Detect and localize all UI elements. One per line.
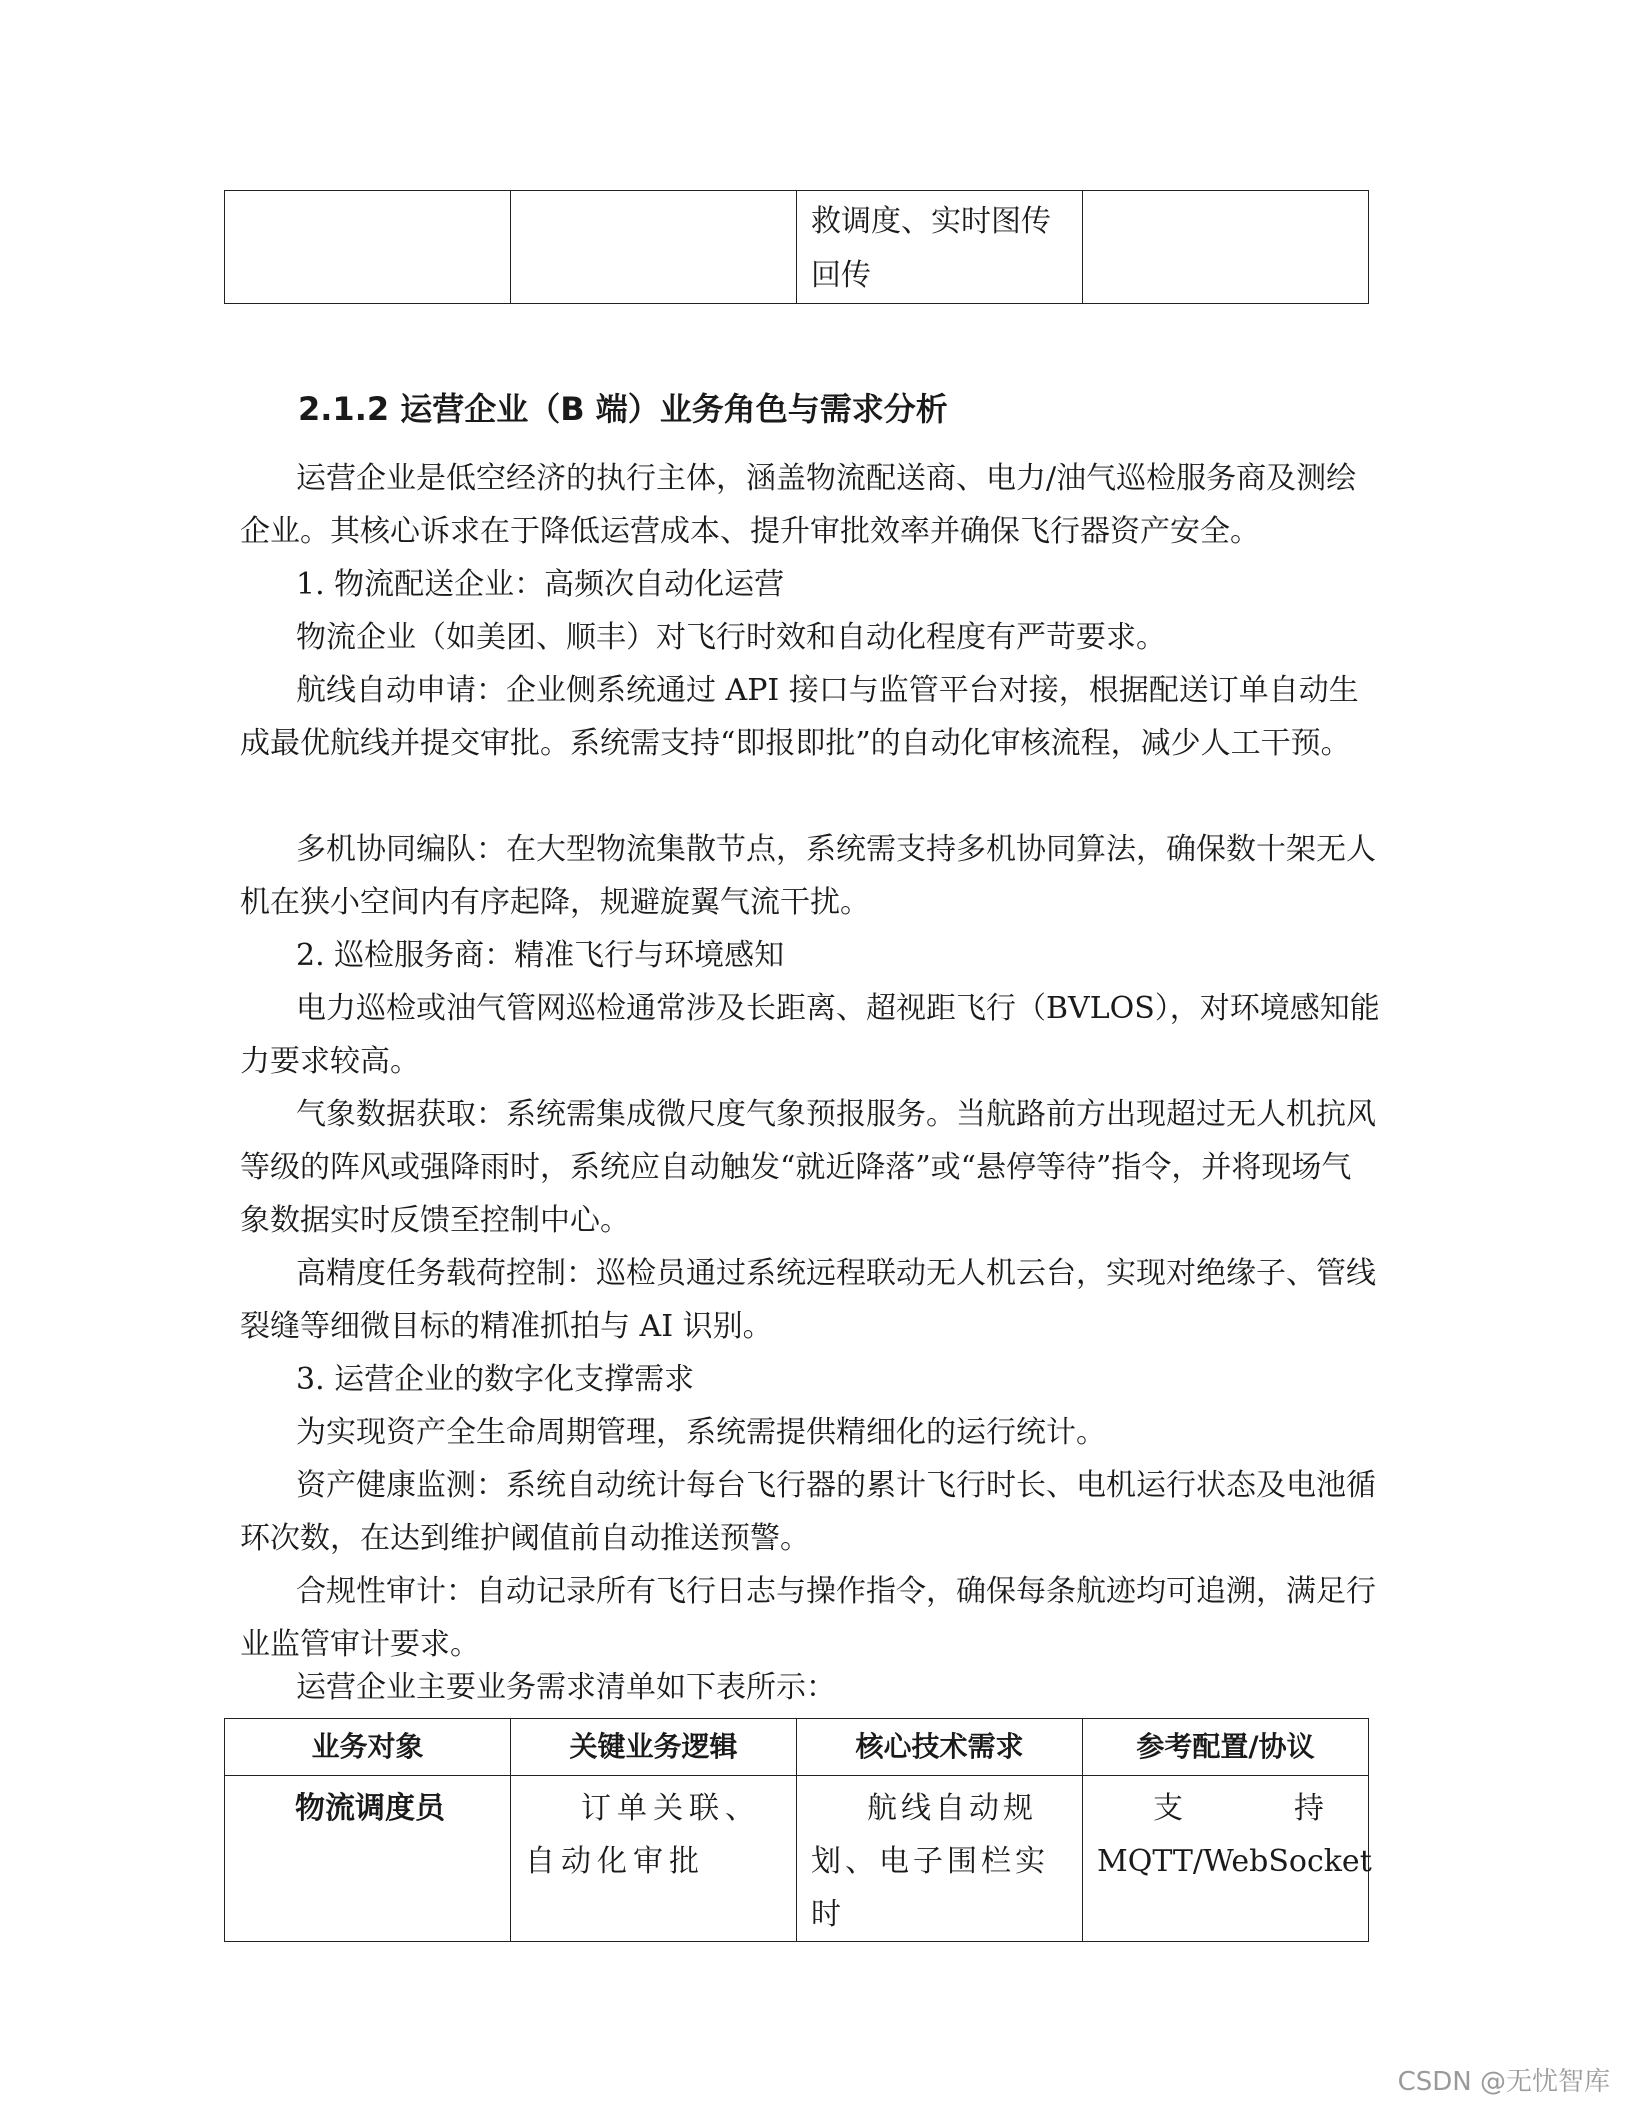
table-cell: 支 持 MQTT/WebSocket xyxy=(1083,1776,1369,1942)
intro-paragraph: 运营企业是低空经济的执行主体，涵盖物流配送商、电力/油气巡检服务商及测绘企业。其核心诉求在于降低运营成本、提升审批效率并确保飞行器资产安全。 xyxy=(240,461,1357,549)
table-row xyxy=(225,1776,1369,1942)
paragraph: 航线自动申请：企业侧系统通过 API 接口与监管平台对接，根据配送订单自动生成最优航线并提交审批。系统需支持“即报即批”的自动化审核流程，减少人工干预。 xyxy=(240,673,1359,761)
paragraph: 物流企业（如美团、顺丰）对飞行时效和自动化程度有严苛要求。 xyxy=(296,620,1166,655)
column-header: 核心技术需求 xyxy=(797,1719,1083,1776)
watermark: CSDN @无忧智库 xyxy=(1397,2067,1610,2097)
requirements-table xyxy=(224,1718,1372,1942)
paragraph: 多机协同编队：在大型物流集散节点，系统需支持多机协同算法，确保数十架无人机在狭小空间内有序起降，规避旋翼气流干扰。 xyxy=(240,832,1376,920)
column-header: 业务对象 xyxy=(225,1719,511,1776)
section-heading: 2.1.2 运营企业（B 端）业务角色与需求分析 xyxy=(298,390,948,428)
paragraph: 为实现资产全生命周期管理，系统需提供精细化的运行统计。 xyxy=(296,1415,1106,1450)
paragraph: 电力巡检或油气管网巡检通常涉及长距离、超视距飞行（BVLOS），对环境感知能力要求较高。 xyxy=(240,991,1380,1079)
paragraph: 气象数据获取：系统需集成微尺度气象预报服务。当航路前方出现超过无人机抗风等级的阵风或强降雨时，系统应自动触发“就近降落”或“悬停等待”指令，并将现场气象数据实时反馈至控制中心。 xyxy=(240,1097,1376,1238)
list-heading-digital: 3. 运营企业的数字化支撑需求 xyxy=(296,1362,695,1397)
table-header-row xyxy=(225,1719,1369,1776)
paragraph: 资产健康监测：系统自动统计每台飞行器的累计飞行时长、电机运行状态及电池循环次数，在达到维护阈值前自动推送预警。 xyxy=(240,1468,1376,1556)
table-row xyxy=(225,191,1369,304)
top-continued-table xyxy=(224,190,1369,304)
list-heading-inspection: 2. 巡检服务商：精准飞行与环境感知 xyxy=(296,938,785,973)
paragraph: 合规性审计：自动记录所有飞行日志与操作指令，确保每条航迹均可追溯，满足行业监管审计要求。 xyxy=(240,1574,1376,1662)
table-cell xyxy=(225,191,511,304)
table-cell xyxy=(1083,191,1369,304)
column-header: 参考配置/协议 xyxy=(1083,1719,1369,1776)
paragraph: 高精度任务载荷控制：巡检员通过系统远程联动无人机云台，实现对绝缘子、管线裂缝等细微目标的精准抓拍与 AI 识别。 xyxy=(240,1256,1376,1344)
list-heading-logistics: 1. 物流配送企业：高频次自动化运营 xyxy=(296,567,785,602)
table-cell: 救调度、实时图传回传 xyxy=(797,191,1083,304)
table-cell: 航线自动规划、电子围栏实时 xyxy=(797,1776,1083,1942)
table-cell: 物流调度员 xyxy=(225,1776,511,1942)
table-cell: 订单关联、自动化审批 xyxy=(511,1776,797,1942)
table-caption: 运营企业主要业务需求清单如下表所示： xyxy=(296,1670,836,1705)
table-cell xyxy=(511,191,797,304)
column-header: 关键业务逻辑 xyxy=(511,1719,797,1776)
